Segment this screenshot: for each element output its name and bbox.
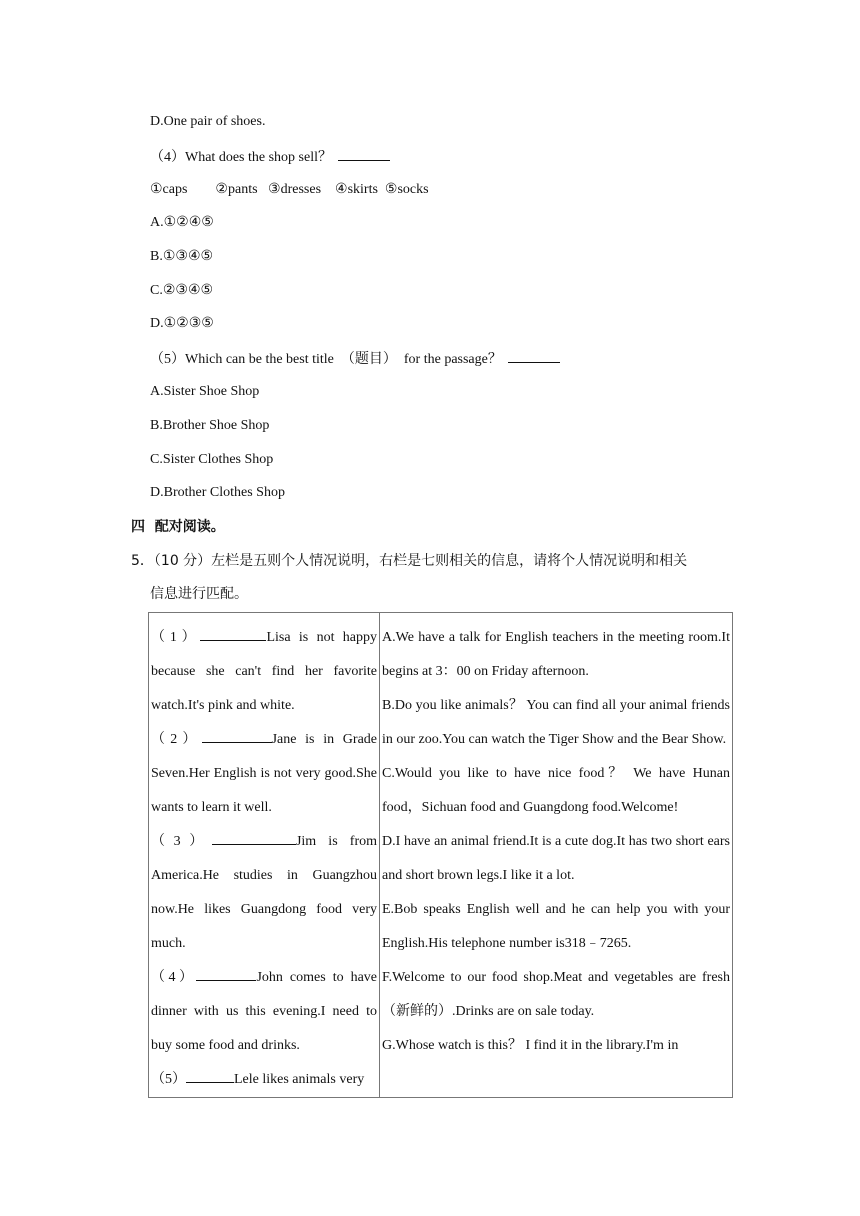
left-item-1 xyxy=(151,621,377,723)
left-item-3 xyxy=(151,825,377,961)
q4-stem xyxy=(150,146,390,168)
q3-option-d: D.One pair of shoes. xyxy=(150,114,266,129)
right-item-f: F.Welcome to our food shop.Meat and vegetables are fresh（新鲜的）.Drinks are on sale today. xyxy=(382,970,730,1019)
left-item-2 xyxy=(151,723,377,825)
q4-option-d: D.①②③⑤ xyxy=(150,316,214,331)
q4-option-b: B.①③④⑤ xyxy=(150,249,214,264)
item-text: Jane is in Grade Seven.Her English is not very good.She wants to learn it well. xyxy=(151,732,377,815)
item-text: Lele likes animals very xyxy=(234,1072,365,1087)
question5-stem-line2: 信息进行匹配。 xyxy=(150,586,248,602)
q5-title-option-c: C.Sister Clothes Shop xyxy=(150,452,274,467)
answer-blank[interactable] xyxy=(186,1068,234,1083)
left-item-5 xyxy=(151,1063,377,1097)
q4-option-a: A.①②④⑤ xyxy=(150,215,214,230)
left-item-4 xyxy=(151,961,377,1063)
item-text: John comes to have dinner with us this evening.I need to buy some food and drinks. xyxy=(151,970,378,1053)
item-text: Lisa is not happy because she can't find her favorite watch.It's pink and white. xyxy=(151,630,378,713)
q4-items: ①caps ②pants ③dresses ④skirts ⑤socks xyxy=(150,182,429,197)
answer-blank[interactable] xyxy=(212,830,296,845)
right-item-e: E.Bob speaks English well and he can help you with your English.His telephone number is318﹣7265. xyxy=(382,902,730,951)
question5-stem-line1: 5．（10 分）左栏是五则个人情况说明，右栏是七则相关的信息，请将个人情况说明和相关 xyxy=(131,553,688,569)
item-number: （3） xyxy=(151,834,212,849)
q5-title-stem-text: （5）Which can be the best title （题目） for the passage？ xyxy=(150,352,502,367)
right-item-a: A.We have a talk for English teachers in the meeting room.It begins at 3：00 on Friday afternoon. xyxy=(382,630,730,679)
answer-blank[interactable] xyxy=(196,966,256,981)
answer-blank[interactable] xyxy=(202,728,272,743)
q5-title-option-a: A.Sister Shoe Shop xyxy=(150,384,260,399)
right-item-c: C.Would you like to have nice food？ We have Hunan food，Sichuan food and Guangdong food.Welcome! xyxy=(382,766,730,815)
item-text: Jim is from America.He studies in Guangzhou now.He likes Guangdong food very much. xyxy=(151,834,378,951)
right-item-g: G.Whose watch is this？ I find it in the library.I'm in xyxy=(382,1038,679,1053)
answer-blank[interactable] xyxy=(200,626,266,641)
q5-title-option-d: D.Brother Clothes Shop xyxy=(150,485,285,500)
q4-stem-text: （4）What does the shop sell？ xyxy=(150,150,332,165)
item-number: （5） xyxy=(151,1072,186,1087)
matching-table xyxy=(148,612,733,1098)
section-heading: 四 配对阅读。 xyxy=(131,519,225,535)
answer-blank[interactable] xyxy=(338,146,390,161)
left-column xyxy=(149,613,380,1098)
q4-option-c: C.②③④⑤ xyxy=(150,283,214,298)
right-column xyxy=(380,613,733,1098)
item-number: （4） xyxy=(151,970,197,985)
right-item-b: B.Do you like animals？ You can find all your animal friends in our zoo.You can watch the Tiger Show and the Bear Show. xyxy=(382,698,730,747)
answer-blank[interactable] xyxy=(508,348,560,363)
item-number: （2） xyxy=(151,732,202,747)
item-number: （1） xyxy=(151,630,201,645)
q5-title-option-b: B.Brother Shoe Shop xyxy=(150,418,270,433)
right-item-d: D.I have an animal friend.It is a cute dog.It has two short ears and short brown legs.I like it a lot. xyxy=(382,834,730,883)
q5-title-stem xyxy=(150,348,560,370)
